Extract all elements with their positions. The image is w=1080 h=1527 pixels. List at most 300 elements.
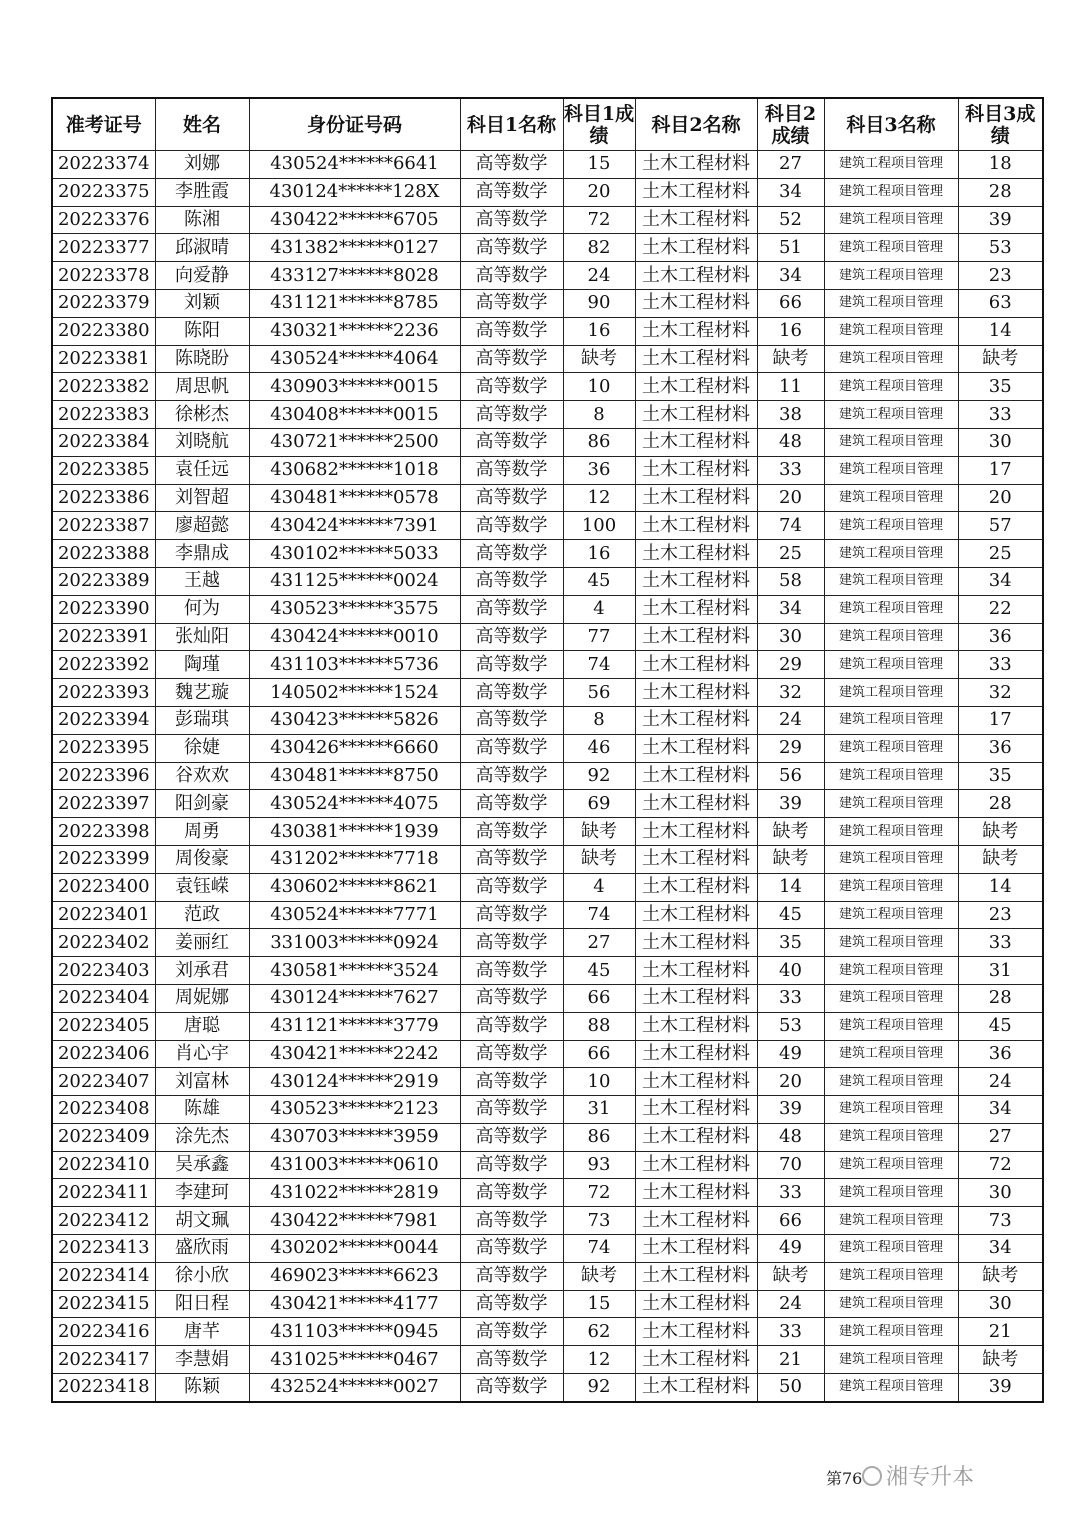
table-cell: 58: [757, 567, 824, 595]
table-cell: 建筑工程项目管理: [824, 845, 958, 873]
table-cell: 土木工程材料: [635, 623, 757, 651]
table-cell: 20: [757, 484, 824, 512]
table-cell: 20223418: [52, 1374, 155, 1402]
table-cell: 56: [563, 679, 635, 707]
table-cell: 66: [563, 1040, 635, 1068]
table-cell: 53: [757, 1012, 824, 1040]
table-row: [52, 901, 1043, 929]
table-row: [52, 679, 1043, 707]
header-cell: 准考证号: [52, 98, 155, 151]
table-cell: 36: [958, 1040, 1043, 1068]
table-cell: 高等数学: [460, 1290, 563, 1318]
table-cell: 土木工程材料: [635, 1318, 757, 1346]
table-cell: 20223376: [52, 206, 155, 234]
table-cell: 72: [958, 1151, 1043, 1179]
table-cell: 31: [563, 1096, 635, 1124]
table-cell: 刘颖: [155, 289, 249, 317]
table-cell: 高等数学: [460, 984, 563, 1012]
table-row: [52, 345, 1043, 373]
table-cell: 建筑工程项目管理: [824, 151, 958, 179]
table-cell: 高等数学: [460, 929, 563, 957]
table-cell: 高等数学: [460, 1151, 563, 1179]
table-cell: 430481******0578: [249, 484, 460, 512]
table-cell: 廖超懿: [155, 512, 249, 540]
table-cell: 431121******3779: [249, 1012, 460, 1040]
table-cell: 土木工程材料: [635, 873, 757, 901]
table-cell: 姜丽红: [155, 929, 249, 957]
table-cell: 30: [958, 428, 1043, 456]
table-cell: 土木工程材料: [635, 1207, 757, 1235]
table-row: [52, 595, 1043, 623]
table-cell: 高等数学: [460, 373, 563, 401]
table-cell: 38: [757, 401, 824, 429]
table-cell: 93: [563, 1151, 635, 1179]
table-cell: 16: [757, 317, 824, 345]
table-cell: 高等数学: [460, 734, 563, 762]
table-row: [52, 651, 1043, 679]
table-cell: 431003******0610: [249, 1151, 460, 1179]
table-cell: 73: [958, 1207, 1043, 1235]
table-cell: 33: [958, 401, 1043, 429]
table-cell: 430423******5826: [249, 706, 460, 734]
table-cell: 20223408: [52, 1096, 155, 1124]
table-cell: 430682******1018: [249, 456, 460, 484]
table-cell: 32: [958, 679, 1043, 707]
table-cell: 土木工程材料: [635, 512, 757, 540]
table-cell: 土木工程材料: [635, 178, 757, 206]
table-cell: 28: [958, 178, 1043, 206]
table-cell: 20223398: [52, 818, 155, 846]
table-cell: 魏艺璇: [155, 679, 249, 707]
table-cell: 缺考: [958, 345, 1043, 373]
table-cell: 建筑工程项目管理: [824, 345, 958, 373]
table-cell: 建筑工程项目管理: [824, 1262, 958, 1290]
table-row: [52, 1040, 1043, 1068]
table-cell: 土木工程材料: [635, 289, 757, 317]
table-cell: 建筑工程项目管理: [824, 623, 958, 651]
table-cell: 土木工程材料: [635, 957, 757, 985]
table-cell: 20223397: [52, 790, 155, 818]
table-cell: 29: [757, 734, 824, 762]
table-cell: 建筑工程项目管理: [824, 901, 958, 929]
table-cell: 高等数学: [460, 151, 563, 179]
table-cell: 缺考: [563, 1262, 635, 1290]
table-cell: 431121******8785: [249, 289, 460, 317]
table-cell: 57: [958, 512, 1043, 540]
table-row: [52, 1235, 1043, 1263]
table-row: [52, 734, 1043, 762]
table-cell: 28: [958, 790, 1043, 818]
table-cell: 10: [563, 1068, 635, 1096]
table-cell: 12: [563, 484, 635, 512]
table-cell: 20223396: [52, 762, 155, 790]
table-cell: 王越: [155, 567, 249, 595]
table-row: [52, 428, 1043, 456]
table-cell: 20223377: [52, 234, 155, 262]
table-cell: 20: [563, 178, 635, 206]
table-cell: 62: [563, 1318, 635, 1346]
score-table: [51, 97, 1044, 1403]
table-row: [52, 1207, 1043, 1235]
table-cell: 35: [958, 373, 1043, 401]
table-cell: 高等数学: [460, 401, 563, 429]
table-cell: 何为: [155, 595, 249, 623]
table-cell: 21: [958, 1318, 1043, 1346]
table-cell: 56: [757, 762, 824, 790]
table-cell: 土木工程材料: [635, 1123, 757, 1151]
table-cell: 72: [563, 1179, 635, 1207]
table-row: [52, 1151, 1043, 1179]
table-cell: 李建珂: [155, 1179, 249, 1207]
table-cell: 建筑工程项目管理: [824, 178, 958, 206]
table-cell: 建筑工程项目管理: [824, 1235, 958, 1263]
table-row: [52, 1346, 1043, 1374]
table-cell: 建筑工程项目管理: [824, 984, 958, 1012]
table-cell: 430381******1939: [249, 818, 460, 846]
table-cell: 高等数学: [460, 679, 563, 707]
table-cell: 陶瑾: [155, 651, 249, 679]
table-cell: 刘娜: [155, 151, 249, 179]
table-cell: 49: [757, 1235, 824, 1263]
table-cell: 25: [757, 540, 824, 568]
table-cell: 高等数学: [460, 484, 563, 512]
table-cell: 建筑工程项目管理: [824, 651, 958, 679]
table-cell: 430524******7771: [249, 901, 460, 929]
table-cell: 20223411: [52, 1179, 155, 1207]
table-cell: 陈阳: [155, 317, 249, 345]
table-cell: 缺考: [757, 345, 824, 373]
table-row: [52, 1123, 1043, 1151]
table-cell: 建筑工程项目管理: [824, 1318, 958, 1346]
table-cell: 20223416: [52, 1318, 155, 1346]
table-cell: 14: [757, 873, 824, 901]
table-cell: 土木工程材料: [635, 151, 757, 179]
wechat-icon: [862, 1466, 882, 1486]
table-cell: 范政: [155, 901, 249, 929]
table-cell: 建筑工程项目管理: [824, 262, 958, 290]
table-cell: 向爱静: [155, 262, 249, 290]
table-cell: 高等数学: [460, 1179, 563, 1207]
header-cell: 科目2成绩: [757, 98, 824, 151]
table-cell: 缺考: [958, 818, 1043, 846]
table-cell: 77: [563, 623, 635, 651]
table-row: [52, 1318, 1043, 1346]
table-cell: 土木工程材料: [635, 1235, 757, 1263]
table-cell: 建筑工程项目管理: [824, 401, 958, 429]
table-cell: 20223378: [52, 262, 155, 290]
table-cell: 431202******7718: [249, 845, 460, 873]
table-cell: 20223390: [52, 595, 155, 623]
table-cell: 土木工程材料: [635, 567, 757, 595]
table-row: [52, 178, 1043, 206]
table-row: [52, 1012, 1043, 1040]
table-row: [52, 262, 1043, 290]
table-cell: 331003******0924: [249, 929, 460, 957]
table-cell: 缺考: [563, 345, 635, 373]
table-cell: 18: [958, 151, 1043, 179]
table-cell: 土木工程材料: [635, 845, 757, 873]
table-row: [52, 401, 1043, 429]
table-cell: 高等数学: [460, 317, 563, 345]
table-cell: 430602******8621: [249, 873, 460, 901]
table-cell: 建筑工程项目管理: [824, 1207, 958, 1235]
table-body: [52, 151, 1043, 1402]
table-row: [52, 289, 1043, 317]
table-row: [52, 1179, 1043, 1207]
table-cell: 徐彬杰: [155, 401, 249, 429]
table-cell: 周俊豪: [155, 845, 249, 873]
table-cell: 周妮娜: [155, 984, 249, 1012]
table-cell: 430421******4177: [249, 1290, 460, 1318]
table-cell: 17: [958, 456, 1043, 484]
table-cell: 24: [563, 262, 635, 290]
table-cell: 73: [563, 1207, 635, 1235]
table-cell: 建筑工程项目管理: [824, 929, 958, 957]
table-cell: 430524******4064: [249, 345, 460, 373]
table-cell: 430424******7391: [249, 512, 460, 540]
table-cell: 高等数学: [460, 790, 563, 818]
table-cell: 431103******5736: [249, 651, 460, 679]
table-cell: 土木工程材料: [635, 317, 757, 345]
table-cell: 高等数学: [460, 1096, 563, 1124]
table-cell: 90: [563, 289, 635, 317]
table-cell: 20223404: [52, 984, 155, 1012]
table-row: [52, 484, 1043, 512]
table-cell: 20223392: [52, 651, 155, 679]
table-cell: 土木工程材料: [635, 595, 757, 623]
table-cell: 高等数学: [460, 512, 563, 540]
table-cell: 建筑工程项目管理: [824, 1290, 958, 1318]
table-cell: 36: [958, 623, 1043, 651]
table-cell: 高等数学: [460, 1346, 563, 1374]
table-cell: 430523******3575: [249, 595, 460, 623]
table-cell: 66: [757, 1207, 824, 1235]
table-cell: 430903******0015: [249, 373, 460, 401]
table-row: [52, 1096, 1043, 1124]
table-cell: 430124******7627: [249, 984, 460, 1012]
table-cell: 74: [563, 901, 635, 929]
table-cell: 31: [958, 957, 1043, 985]
table-cell: 建筑工程项目管理: [824, 1374, 958, 1402]
table-cell: 34: [958, 1096, 1043, 1124]
table-row: [52, 540, 1043, 568]
table-cell: 土木工程材料: [635, 734, 757, 762]
table-cell: 建筑工程项目管理: [824, 790, 958, 818]
table-cell: 431103******0945: [249, 1318, 460, 1346]
table-cell: 建筑工程项目管理: [824, 1123, 958, 1151]
table-cell: 20223387: [52, 512, 155, 540]
table-cell: 92: [563, 1374, 635, 1402]
table-cell: 邱淑晴: [155, 234, 249, 262]
table-cell: 27: [563, 929, 635, 957]
table-cell: 66: [563, 984, 635, 1012]
table-cell: 缺考: [757, 1262, 824, 1290]
table-cell: 51: [757, 234, 824, 262]
table-cell: 高等数学: [460, 1123, 563, 1151]
table-cell: 433127******8028: [249, 262, 460, 290]
table-cell: 土木工程材料: [635, 1374, 757, 1402]
table-cell: 唐芊: [155, 1318, 249, 1346]
table-cell: 430426******6660: [249, 734, 460, 762]
table-cell: 建筑工程项目管理: [824, 1096, 958, 1124]
table-cell: 34: [958, 567, 1043, 595]
table-cell: 88: [563, 1012, 635, 1040]
table-row: [52, 1290, 1043, 1318]
table-cell: 刘智超: [155, 484, 249, 512]
table-row: [52, 456, 1043, 484]
table-cell: 22: [958, 595, 1043, 623]
table-cell: 20223391: [52, 623, 155, 651]
table-cell: 20223388: [52, 540, 155, 568]
table-row: [52, 790, 1043, 818]
table-row: [52, 984, 1043, 1012]
table-cell: 24: [757, 706, 824, 734]
table-cell: 34: [757, 595, 824, 623]
table-cell: 高等数学: [460, 289, 563, 317]
table-cell: 陈湘: [155, 206, 249, 234]
table-cell: 48: [757, 428, 824, 456]
table-cell: 20223415: [52, 1290, 155, 1318]
table-cell: 48: [757, 1123, 824, 1151]
table-cell: 周勇: [155, 818, 249, 846]
table-cell: 140502******1524: [249, 679, 460, 707]
table-cell: 100: [563, 512, 635, 540]
table-cell: 高等数学: [460, 651, 563, 679]
table-cell: 430524******6641: [249, 151, 460, 179]
table-cell: 建筑工程项目管理: [824, 1012, 958, 1040]
table-cell: 20223414: [52, 1262, 155, 1290]
table-cell: 高等数学: [460, 540, 563, 568]
table-cell: 430721******2500: [249, 428, 460, 456]
table-cell: 土木工程材料: [635, 401, 757, 429]
table-cell: 20223384: [52, 428, 155, 456]
table-row: [52, 151, 1043, 179]
table-cell: 20223383: [52, 401, 155, 429]
table-cell: 20223382: [52, 373, 155, 401]
table-cell: 430408******0015: [249, 401, 460, 429]
table-cell: 建筑工程项目管理: [824, 540, 958, 568]
table-cell: 高等数学: [460, 595, 563, 623]
table-cell: 430481******8750: [249, 762, 460, 790]
table-cell: 20223412: [52, 1207, 155, 1235]
table-cell: 张灿阳: [155, 623, 249, 651]
table-cell: 15: [563, 1290, 635, 1318]
table-cell: 39: [958, 206, 1043, 234]
table-cell: 盛欣雨: [155, 1235, 249, 1263]
table-cell: 17: [958, 706, 1043, 734]
table-cell: 20223413: [52, 1235, 155, 1263]
table-cell: 谷欢欢: [155, 762, 249, 790]
table-cell: 建筑工程项目管理: [824, 1040, 958, 1068]
header-cell: 科目1成绩: [563, 98, 635, 151]
table-cell: 16: [563, 540, 635, 568]
table-cell: 430202******0044: [249, 1235, 460, 1263]
table-cell: 徐小欣: [155, 1262, 249, 1290]
table-cell: 土木工程材料: [635, 706, 757, 734]
table-cell: 高等数学: [460, 1318, 563, 1346]
table-cell: 高等数学: [460, 456, 563, 484]
table-cell: 建筑工程项目管理: [824, 818, 958, 846]
table-cell: 20223374: [52, 151, 155, 179]
table-cell: 建筑工程项目管理: [824, 1346, 958, 1374]
table-cell: 27: [958, 1123, 1043, 1151]
table-cell: 40: [757, 957, 824, 985]
table-cell: 20223394: [52, 706, 155, 734]
table-cell: 66: [757, 289, 824, 317]
table-cell: 李慧娟: [155, 1346, 249, 1374]
table-cell: 缺考: [958, 1262, 1043, 1290]
table-cell: 20223417: [52, 1346, 155, 1374]
table-cell: 高等数学: [460, 901, 563, 929]
table-cell: 32: [757, 679, 824, 707]
table-cell: 高等数学: [460, 1207, 563, 1235]
table-cell: 20223410: [52, 1151, 155, 1179]
table-row: [52, 706, 1043, 734]
table-cell: 33: [757, 456, 824, 484]
page-footer: 第76: [826, 1469, 863, 1488]
table-cell: 15: [563, 151, 635, 179]
table-cell: 74: [563, 1235, 635, 1263]
table-cell: 高等数学: [460, 818, 563, 846]
table-row: [52, 206, 1043, 234]
table-cell: 86: [563, 428, 635, 456]
table-cell: 20223375: [52, 178, 155, 206]
table-cell: 土木工程材料: [635, 1179, 757, 1207]
table-cell: 20223381: [52, 345, 155, 373]
table-row: [52, 845, 1043, 873]
table-cell: 20: [958, 484, 1043, 512]
table-cell: 431125******0024: [249, 567, 460, 595]
table-cell: 袁任远: [155, 456, 249, 484]
table-cell: 刘承君: [155, 957, 249, 985]
table-cell: 建筑工程项目管理: [824, 234, 958, 262]
table-cell: 34: [757, 178, 824, 206]
table-cell: 建筑工程项目管理: [824, 512, 958, 540]
table-cell: 45: [757, 901, 824, 929]
table-cell: 高等数学: [460, 206, 563, 234]
table-cell: 431382******0127: [249, 234, 460, 262]
table-cell: 72: [563, 206, 635, 234]
table-cell: 28: [958, 984, 1043, 1012]
table-cell: 肖心宇: [155, 1040, 249, 1068]
table-cell: 高等数学: [460, 1068, 563, 1096]
table-cell: 土木工程材料: [635, 1346, 757, 1374]
table-cell: 高等数学: [460, 345, 563, 373]
table-cell: 46: [563, 734, 635, 762]
table-cell: 土木工程材料: [635, 1290, 757, 1318]
table-cell: 高等数学: [460, 873, 563, 901]
table-cell: 20223403: [52, 957, 155, 985]
table-cell: 74: [757, 512, 824, 540]
table-cell: 70: [757, 1151, 824, 1179]
table-cell: 土木工程材料: [635, 929, 757, 957]
table-cell: 39: [757, 790, 824, 818]
table-cell: 土木工程材料: [635, 484, 757, 512]
table-cell: 土木工程材料: [635, 984, 757, 1012]
table-cell: 430124******128X: [249, 178, 460, 206]
table-cell: 63: [958, 289, 1043, 317]
table-cell: 39: [757, 1096, 824, 1124]
table-cell: 430523******2123: [249, 1096, 460, 1124]
table-cell: 20: [757, 1068, 824, 1096]
table-cell: 彭瑞琪: [155, 706, 249, 734]
table-cell: 高等数学: [460, 234, 563, 262]
table-cell: 李鼎成: [155, 540, 249, 568]
table-cell: 82: [563, 234, 635, 262]
table-cell: 土木工程材料: [635, 456, 757, 484]
table-row: [52, 929, 1043, 957]
table-cell: 20223406: [52, 1040, 155, 1068]
